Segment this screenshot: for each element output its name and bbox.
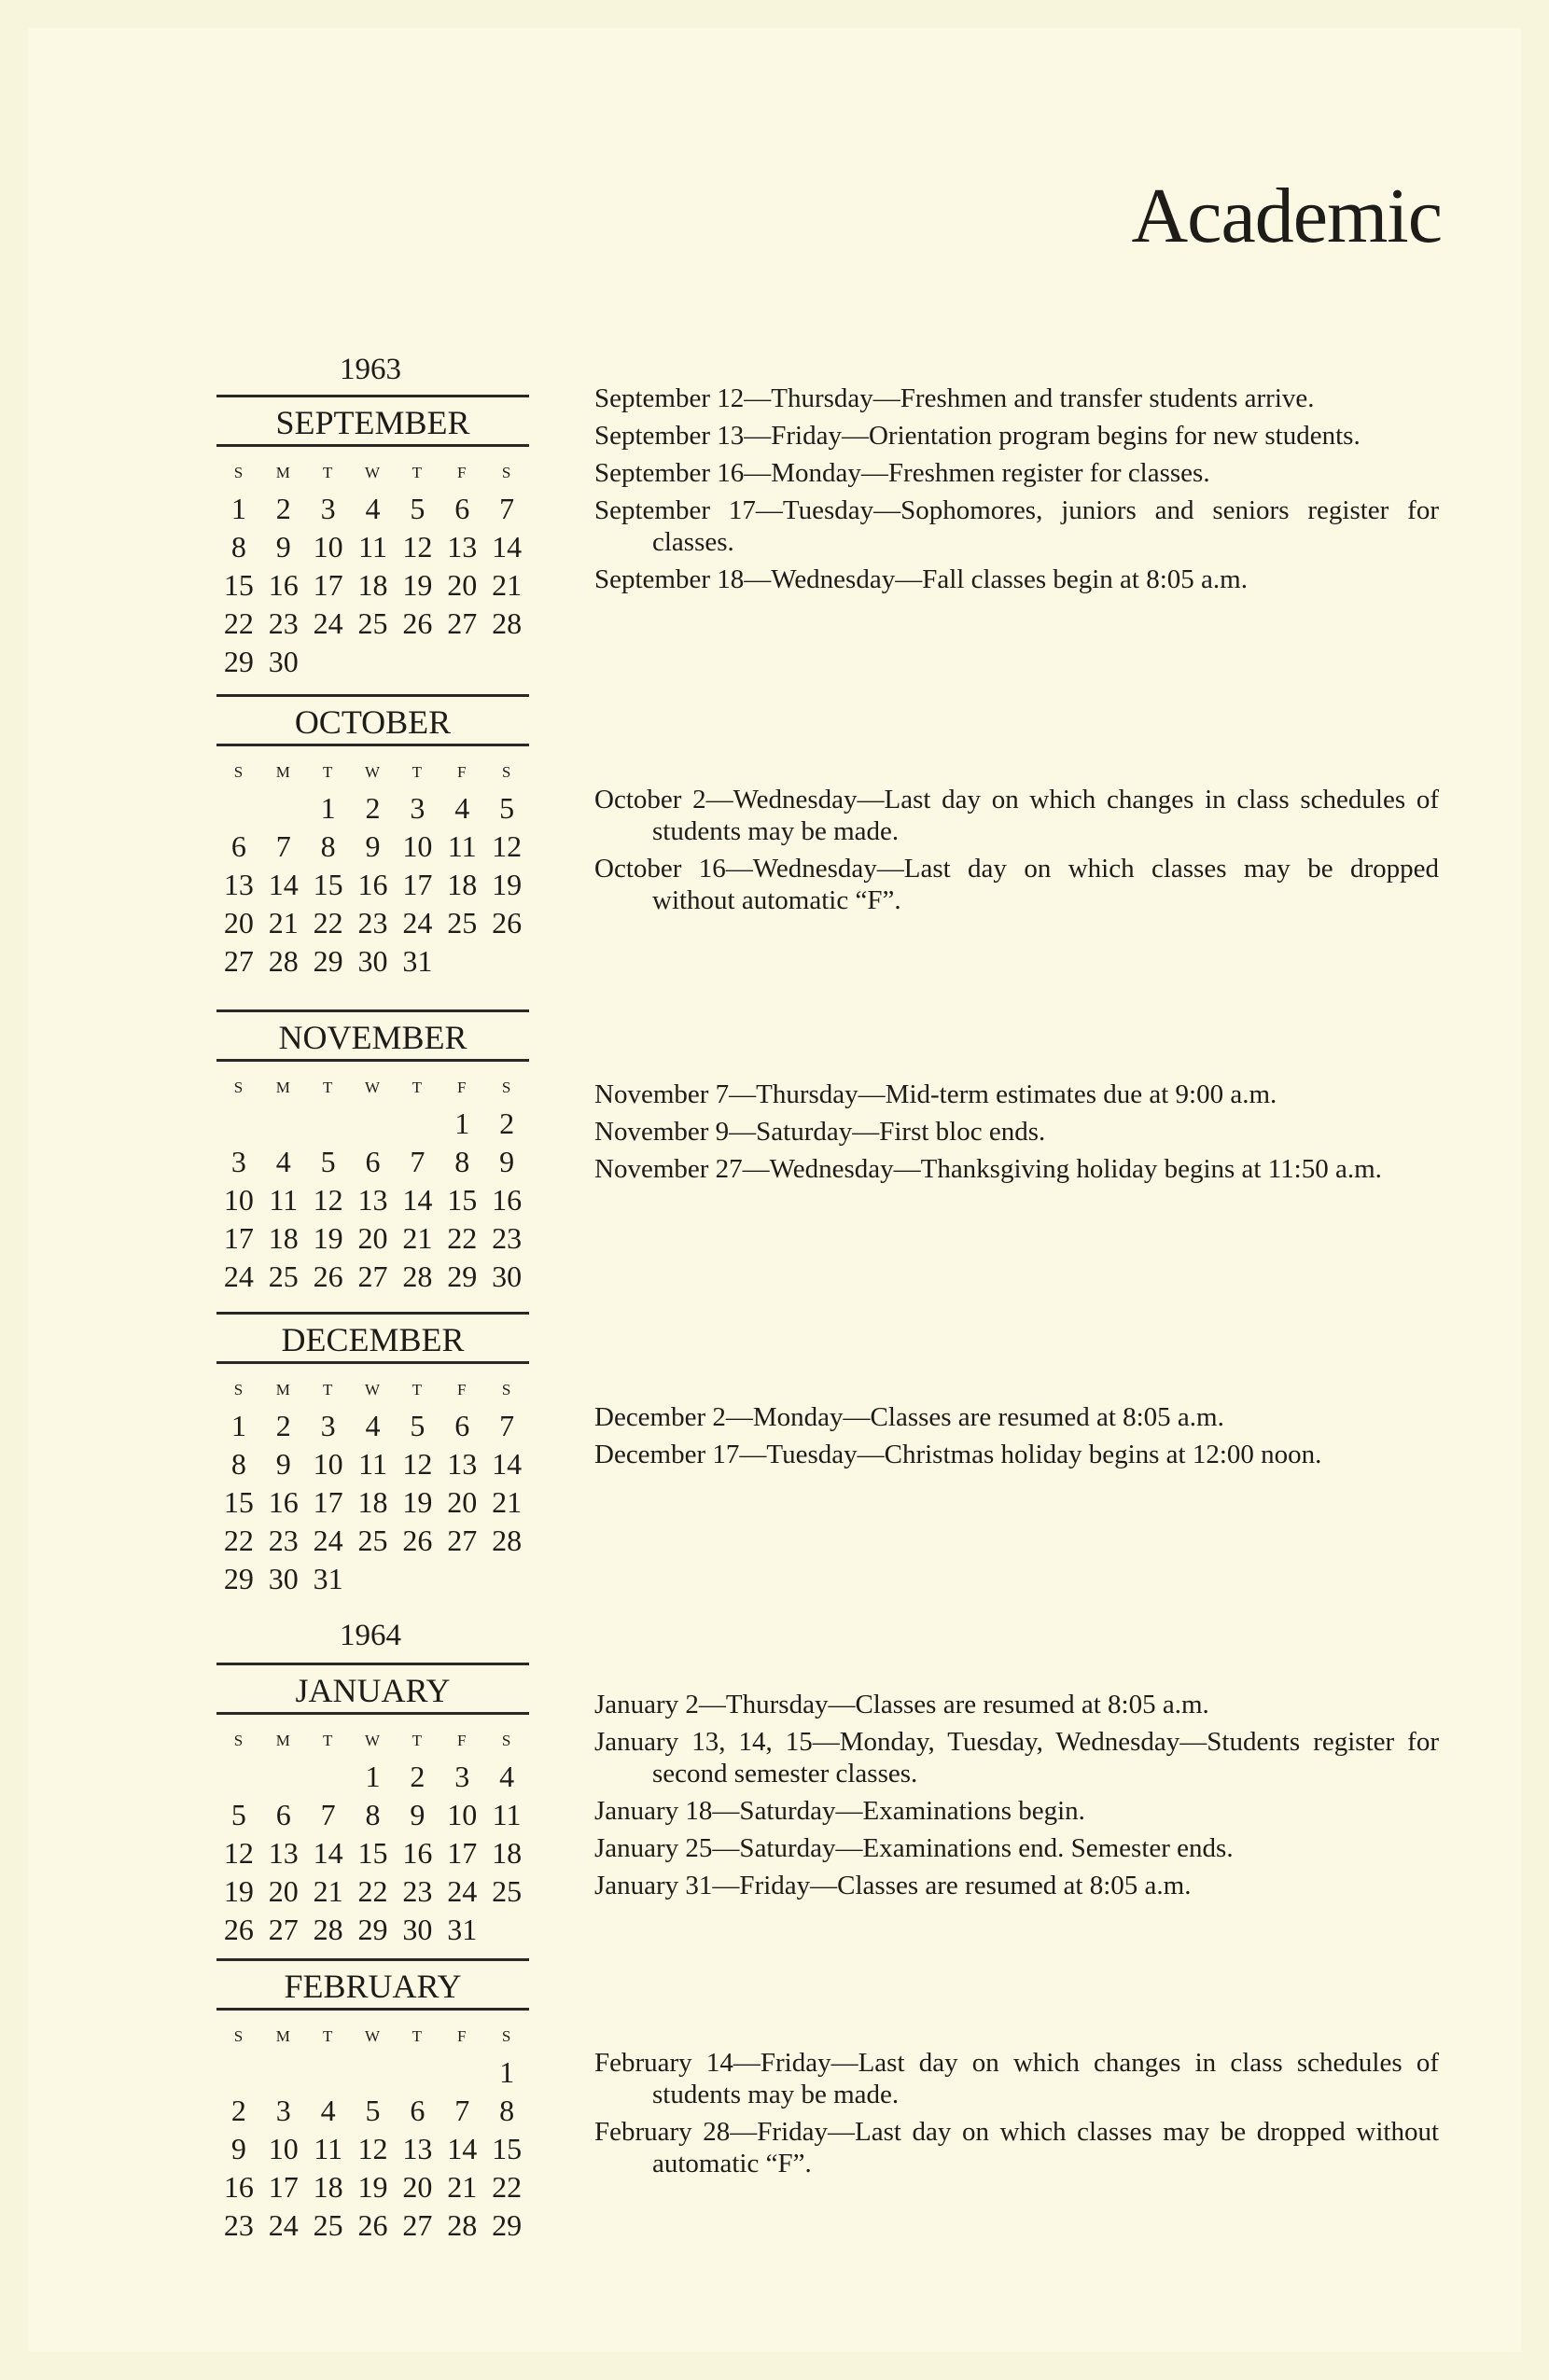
weekday-label: W [364,2027,382,2045]
day-cell: 20 [447,1485,478,1519]
calendar-event: January 13, 14, 15—Monday, Tuesday, Wednesday—Students register for second semester classes. [594,1727,1439,1788]
day-cell: 17 [223,1221,254,1255]
day-cell: 26 [402,606,433,640]
calendar-event: October 2—Wednesday—Last day on which changes in class schedules of students may be made. [594,785,1439,846]
day-cell: 25 [357,606,388,640]
day-cell: 27 [357,1260,388,1293]
calendar-event: January 18—Saturday—Examinations begin. [594,1796,1085,1826]
day-cell: 18 [447,868,478,901]
weekday-label: W [364,464,382,481]
day-cell: 8 [320,829,336,863]
day-cell: 8 [230,530,246,564]
day-cell: 11 [269,1183,299,1217]
day-cell: 3 [230,1145,246,1178]
day-cell: 9 [275,530,291,564]
day-cell: 23 [492,1221,523,1255]
day-blank [216,1105,261,1143]
calendar-event: December 17—Tuesday—Christmas holiday begins at 12:00 noon. [594,1440,1322,1469]
day-cell: 2 [275,1409,291,1442]
weekday-label: F [456,2027,467,2045]
day-cell: 26 [402,1524,433,1557]
day-cell: 9 [499,1145,515,1178]
weekday-label: M [275,2027,291,2045]
day-cell: 15 [357,1836,388,1870]
day-cell: 11 [447,829,477,863]
month-name: OCTOBER [216,694,529,743]
calendar-event: September 12—Thursday—Freshmen and transfer students arrive. [594,383,1315,413]
calendar-october [216,694,529,981]
day-cell: 9 [275,1447,291,1481]
day-cell: 8 [230,1447,246,1481]
day-cell: 6 [365,1145,381,1178]
weekday-label: S [233,1079,244,1096]
day-cell: 23 [402,1874,433,1908]
day-cell: 6 [275,1798,291,1831]
weekday-label: S [501,1732,512,1749]
month-name: SEPTEMBER [216,395,529,443]
calendar-event: November 9—Saturday—First bloc ends. [594,1117,1046,1147]
day-cell: 18 [268,1221,299,1255]
month-name: NOVEMBER [216,1009,529,1058]
day-cell: 20 [268,1874,299,1908]
weekday-label: W [364,763,382,781]
day-cell: 28 [313,1913,343,1946]
day-cell: 27 [447,1524,478,1557]
month-name: DECEMBER [216,1312,529,1360]
weekday-label: F [456,763,467,781]
weekday-label: S [233,2027,244,2045]
day-cell: 5 [230,1798,246,1831]
calendar-event: December 2—Monday—Classes are resumed at 8:05 a.m. [594,1402,1224,1432]
day-blank [216,789,261,828]
day-cell: 29 [357,1913,388,1946]
day-cell: 13 [447,530,478,564]
calendar-grid [216,756,529,981]
day-cell: 26 [223,1913,254,1946]
day-cell: 20 [223,906,254,939]
day-cell: 1 [230,1409,246,1442]
day-cell: 16 [402,1836,433,1870]
day-cell: 29 [223,645,254,678]
weekday-label: M [275,763,291,781]
day-cell: 6 [410,2094,426,2127]
day-cell: 4 [320,2094,336,2127]
day-cell: 15 [223,568,254,602]
weekday-label: T [412,1381,424,1399]
day-cell: 13 [447,1447,478,1481]
calendar-event: October 16—Wednesday—Last day on which classes may be dropped without automatic “F”. [594,854,1439,915]
calendar-november [216,1009,529,1296]
day-blank [261,1758,306,1796]
day-cell: 22 [223,606,254,640]
weekday-label: T [412,1079,424,1096]
day-cell: 22 [447,1221,478,1255]
day-cell: 24 [268,2208,299,2242]
day-cell: 12 [492,829,523,863]
day-cell: 3 [454,1760,470,1793]
day-cell: 3 [320,492,336,525]
day-cell: 16 [268,568,299,602]
day-cell: 28 [447,2208,478,2242]
day-cell: 25 [492,1874,523,1908]
day-cell: 17 [313,568,343,602]
day-cell: 17 [313,1485,343,1519]
day-cell: 23 [357,906,388,939]
day-blank [351,2053,396,2092]
day-cell: 24 [223,1260,254,1293]
weekday-label: T [322,1732,334,1749]
day-cell: 25 [313,2208,343,2242]
day-cell: 22 [357,1874,388,1908]
weekday-label: T [412,2027,424,2045]
day-cell: 10 [313,1447,343,1481]
day-cell: 1 [499,2055,515,2089]
day-cell: 5 [365,2094,381,2127]
day-cell: 21 [313,1874,343,1908]
calendar-event: January 25—Saturday—Examinations end. Semester ends. [594,1833,1234,1863]
calendar-event: September 17—Tuesday—Sophomores, juniors and seniors register for classes. [594,495,1439,557]
day-cell: 9 [410,1798,426,1831]
calendar-event: September 16—Monday—Freshmen register for classes. [594,458,1210,488]
day-cell: 5 [410,492,426,525]
day-cell: 7 [275,829,291,863]
day-cell: 31 [313,1562,343,1595]
day-cell: 7 [410,1145,426,1178]
day-cell: 21 [402,1221,433,1255]
day-cell: 27 [268,1913,299,1946]
day-cell: 1 [454,1106,470,1140]
day-cell: 21 [492,1485,523,1519]
day-cell: 1 [365,1760,381,1793]
calendar-event: February 14—Friday—Last day on which changes in class schedules of students may be made. [594,2048,1439,2109]
day-cell: 24 [447,1874,478,1908]
day-cell: 11 [358,530,387,564]
day-cell: 12 [313,1183,343,1217]
day-cell: 12 [402,1447,433,1481]
day-cell: 2 [275,492,291,525]
weekday-label: T [412,763,424,781]
weekday-label: T [322,763,334,781]
day-cell: 19 [402,1485,433,1519]
weekday-label: M [275,1381,291,1399]
day-cell: 10 [268,2132,299,2165]
day-cell: 30 [357,944,388,978]
day-cell: 24 [313,606,343,640]
day-cell: 17 [402,868,433,901]
weekday-label: T [412,464,424,481]
weekday-label: S [233,763,244,781]
day-cell: 21 [268,906,299,939]
day-cell: 4 [454,791,470,825]
day-cell: 1 [320,791,336,825]
day-cell: 15 [313,868,343,901]
day-cell: 16 [492,1183,523,1217]
calendar-january [216,1663,529,1949]
day-cell: 12 [357,2132,388,2165]
day-cell: 28 [492,1524,523,1557]
day-cell: 21 [447,2170,478,2204]
day-cell: 19 [223,1874,254,1908]
day-blank [216,2053,261,2092]
day-cell: 13 [223,868,254,901]
day-cell: 26 [492,906,523,939]
weekday-label: F [456,1381,467,1399]
events-december [594,1401,1439,1476]
day-cell: 9 [230,2132,246,2165]
day-blank [261,1105,306,1143]
weekday-label: F [456,1732,467,1749]
calendar-december [216,1312,529,1598]
day-cell: 22 [223,1524,254,1557]
day-cell: 15 [492,2132,523,2165]
day-cell: 17 [447,1836,478,1870]
day-cell: 20 [447,568,478,602]
weekday-label: F [456,1079,467,1096]
events-november [594,1079,1439,1190]
day-cell: 18 [492,1836,523,1870]
day-cell: 28 [268,944,299,978]
day-cell: 2 [499,1106,515,1140]
day-blank [351,1105,396,1143]
calendar-february [216,1958,529,2245]
day-cell: 13 [357,1183,388,1217]
day-cell: 16 [223,2170,254,2204]
weekday-label: T [322,1381,334,1399]
day-cell: 19 [357,2170,388,2204]
weekday-label: W [364,1381,382,1399]
day-cell: 8 [365,1798,381,1831]
day-cell: 18 [357,568,388,602]
day-cell: 7 [499,1409,515,1442]
calendar-september [216,395,529,681]
day-cell: 6 [454,492,470,525]
month-name: FEBRUARY [216,1958,529,2007]
day-cell: 4 [365,1409,381,1442]
weekday-label: S [501,763,512,781]
day-cell: 14 [402,1183,433,1217]
day-blank [306,1105,351,1143]
day-cell: 21 [492,568,523,602]
day-cell: 14 [492,1447,523,1481]
day-cell: 13 [268,1836,299,1870]
weekday-label: T [322,2027,334,2045]
day-blank [306,2053,351,2092]
day-cell: 29 [492,2208,523,2242]
day-blank [261,2053,306,2092]
weekday-label: S [501,464,512,481]
day-cell: 31 [447,1913,478,1946]
day-cell: 16 [357,868,388,901]
day-cell: 29 [447,1260,478,1293]
day-cell: 5 [320,1145,336,1178]
day-cell: 25 [447,906,478,939]
day-cell: 23 [268,1524,299,1557]
day-cell: 17 [268,2170,299,2204]
calendar-event: January 2—Thursday—Classes are resumed at 8:05 a.m. [594,1690,1209,1719]
day-cell: 23 [268,606,299,640]
day-cell: 11 [492,1798,522,1831]
day-cell: 29 [223,1562,254,1595]
events-october [594,784,1439,922]
day-cell: 19 [313,1221,343,1255]
day-cell: 2 [410,1760,426,1793]
day-cell: 28 [492,606,523,640]
weekday-label: T [322,464,334,481]
day-cell: 27 [447,606,478,640]
page-title: Academic [1131,173,1442,259]
calendar-event: February 28—Friday—Last day on which classes may be dropped without automatic “F”. [594,2117,1439,2178]
weekday-label: S [501,1079,512,1096]
weekday-label: S [233,1381,244,1399]
day-cell: 2 [230,2094,246,2127]
calendar-event: January 31—Friday—Classes are resumed at 8:05 a.m. [594,1871,1192,1900]
day-cell: 30 [492,1260,523,1293]
weekday-label: S [233,1732,244,1749]
day-cell: 3 [275,2094,291,2127]
day-blank [306,1758,351,1796]
day-cell: 27 [402,2208,433,2242]
calendar-grid [216,1071,529,1296]
weekday-label: F [456,464,467,481]
day-cell: 1 [230,492,246,525]
calendar-event: November 27—Wednesday—Thanksgiving holiday begins at 11:50 a.m. [594,1154,1382,1184]
day-cell: 5 [410,1409,426,1442]
day-cell: 7 [499,492,515,525]
day-cell: 24 [313,1524,343,1557]
day-cell: 30 [402,1913,433,1946]
day-cell: 7 [320,1798,336,1831]
day-cell: 10 [223,1183,254,1217]
day-cell: 23 [223,2208,254,2242]
day-cell: 8 [454,1145,470,1178]
weekday-label: T [322,1079,334,1096]
day-cell: 4 [499,1760,515,1793]
day-cell: 4 [275,1145,291,1178]
day-cell: 10 [402,829,433,863]
day-cell: 14 [447,2132,478,2165]
day-cell: 29 [313,944,343,978]
day-blank [216,1758,261,1796]
weekday-label: W [364,1079,382,1096]
day-cell: 22 [313,906,343,939]
day-cell: 18 [313,2170,343,2204]
calendar-event: September 13—Friday—Orientation program begins for new students. [594,421,1361,451]
day-cell: 16 [268,1485,299,1519]
day-blank [261,789,306,828]
calendar-grid [216,1373,529,1598]
day-cell: 8 [499,2094,515,2127]
day-cell: 26 [357,2208,388,2242]
day-cell: 28 [402,1260,433,1293]
day-cell: 14 [313,1836,343,1870]
day-cell: 25 [357,1524,388,1557]
weekday-label: M [275,1732,291,1749]
calendar-grid [216,1724,529,1949]
day-cell: 27 [223,944,254,978]
year-heading-1963: 1963 [340,353,401,386]
day-blank [395,1105,440,1143]
day-cell: 31 [402,944,433,978]
weekday-label: M [275,1079,291,1096]
day-cell: 9 [365,829,381,863]
day-cell: 24 [402,906,433,939]
day-blank [440,2053,484,2092]
day-cell: 12 [223,1836,254,1870]
day-cell: 11 [314,2132,343,2165]
events-january [594,1689,1439,1907]
day-cell: 7 [454,2094,470,2127]
day-cell: 3 [320,1409,336,1442]
day-cell: 2 [365,791,381,825]
weekday-label: W [364,1732,382,1749]
day-cell: 6 [230,829,246,863]
day-cell: 11 [358,1447,387,1481]
day-cell: 6 [454,1409,470,1442]
weekday-label: S [233,464,244,481]
weekday-label: S [501,2027,512,2045]
day-cell: 5 [499,791,515,825]
month-name: JANUARY [216,1663,529,1711]
day-cell: 14 [492,530,523,564]
weekday-label: S [501,1381,512,1399]
day-cell: 14 [268,868,299,901]
day-cell: 3 [410,791,426,825]
calendar-grid [216,2020,529,2245]
day-cell: 4 [365,492,381,525]
day-cell: 19 [492,868,523,901]
day-blank [395,2053,440,2092]
day-cell: 22 [492,2170,523,2204]
year-heading-1964: 1964 [340,1619,401,1652]
day-cell: 18 [357,1485,388,1519]
calendar-event: November 7—Thursday—Mid-term estimates due at 9:00 a.m. [594,1079,1277,1109]
weekday-label: M [275,464,291,481]
events-september [594,383,1439,601]
day-cell: 12 [402,530,433,564]
calendar-grid [216,456,529,681]
day-cell: 20 [402,2170,433,2204]
day-cell: 30 [268,1562,299,1595]
day-cell: 19 [402,568,433,602]
weekday-label: T [412,1732,424,1749]
day-cell: 13 [402,2132,433,2165]
day-cell: 26 [313,1260,343,1293]
day-cell: 30 [268,645,299,678]
day-cell: 25 [268,1260,299,1293]
day-cell: 15 [223,1485,254,1519]
day-cell: 20 [357,1221,388,1255]
day-cell: 10 [313,530,343,564]
day-cell: 10 [447,1798,478,1831]
calendar-event: September 18—Wednesday—Fall classes begin at 8:05 a.m. [594,564,1248,594]
day-cell: 15 [447,1183,478,1217]
events-february [594,2047,1439,2185]
